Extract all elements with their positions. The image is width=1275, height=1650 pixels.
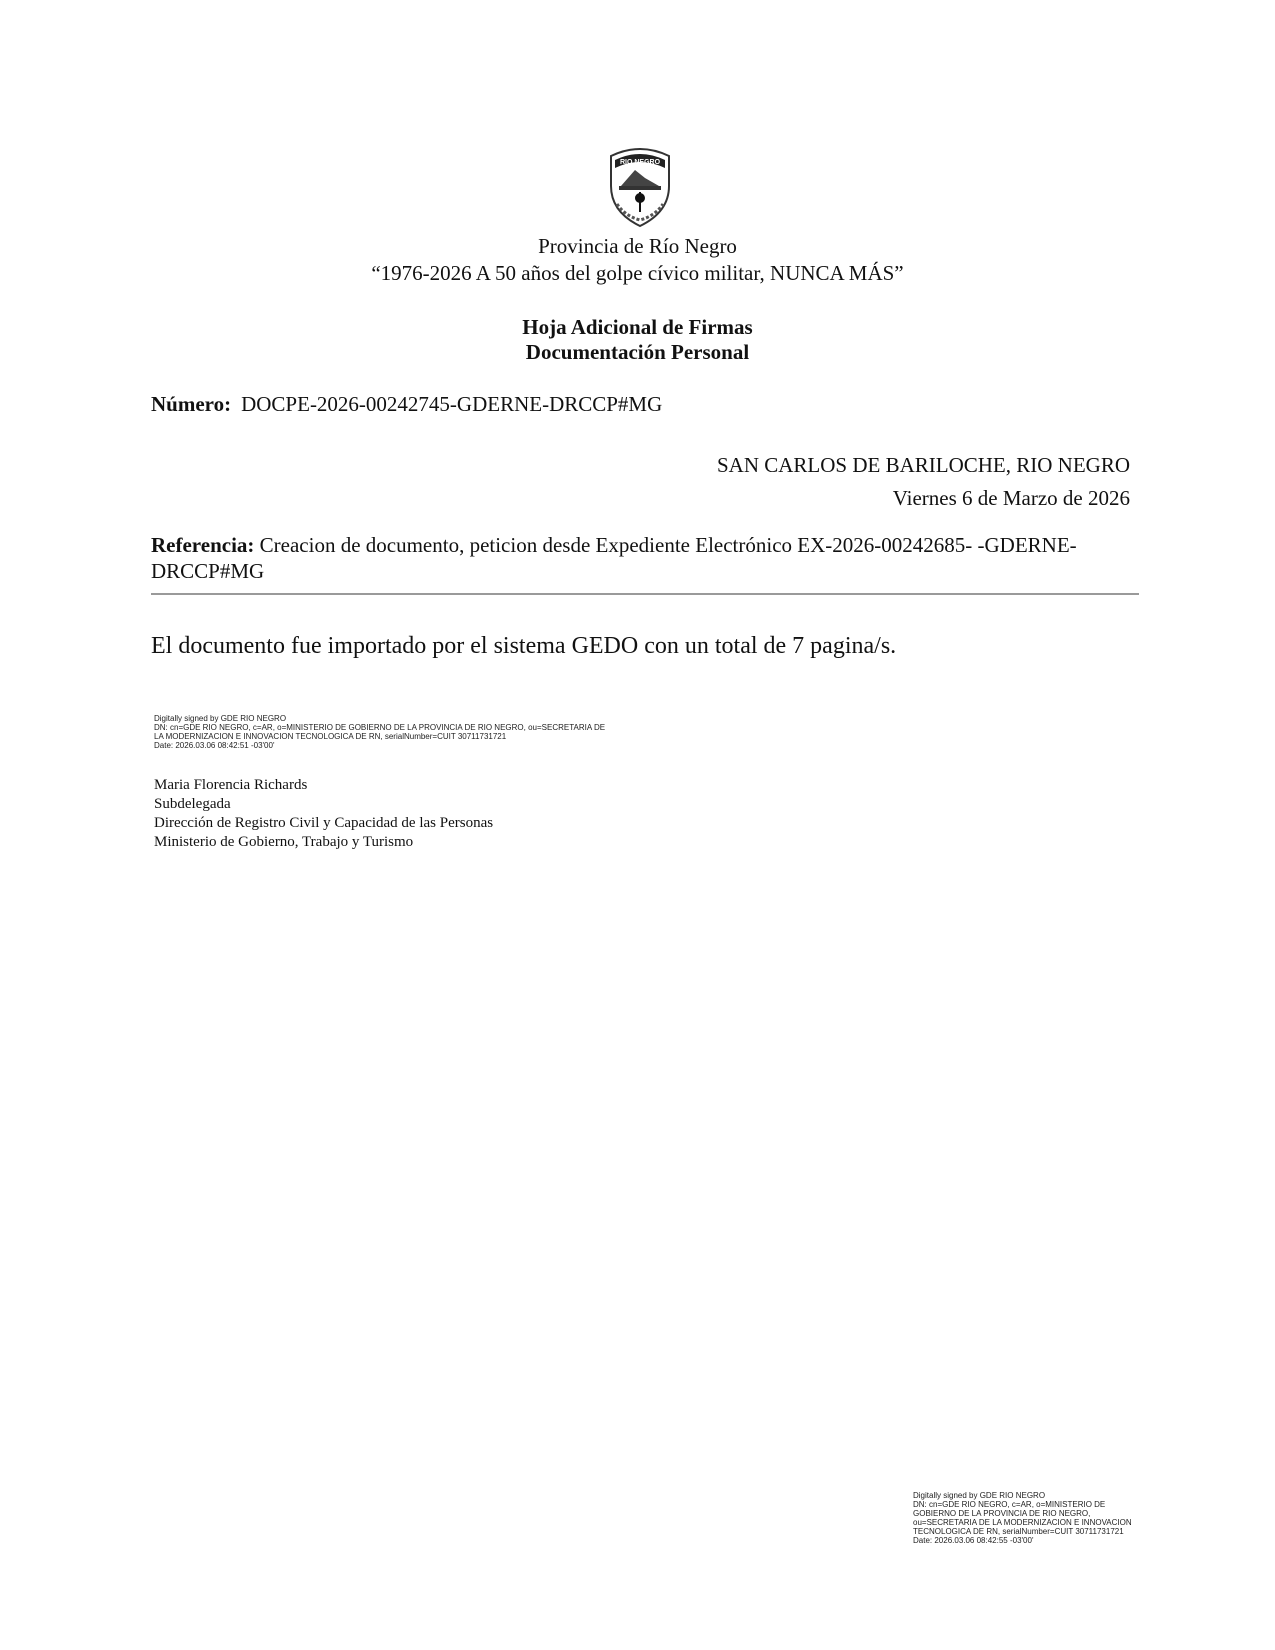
document-number [151, 392, 662, 417]
signature-line: DN: cn=GDE RIO NEGRO, c=AR, o=MINISTERIO DE GOBIERNO DE LA PROVINCIA DE RIO NEGRO, ou=SECRETARIA DE [154, 723, 606, 732]
place: SAN CARLOS DE BARILOCHE, RIO NEGRO [716, 453, 1130, 477]
motto: “1976-2026 A 50 años del golpe cívico militar, NUNCA MÁS” [371, 261, 904, 285]
reference-text: Creacion de documento, peticion desde Expediente Electrónico EX-2026-00242685- -GDERNE-DRCCP#MG [151, 533, 1077, 583]
divider [151, 593, 1139, 595]
rio-negro-coat-of-arms-logo [605, 142, 675, 228]
page-title: Hoja Adicional de Firmas [522, 315, 753, 339]
signer-block [154, 776, 493, 852]
signature-line: Digitally signed by GDE RIO NEGRO [913, 1491, 1046, 1500]
signature-line: GOBIERNO DE LA PROVINCIA DE RIO NEGRO, [913, 1509, 1091, 1518]
signature-line: Date: 2026.03.06 08:42:55 -03'00' [913, 1536, 1034, 1545]
reference [151, 532, 1141, 584]
digital-signature-stamp-footer [913, 1491, 1183, 1545]
signer-role: Subdelegada [154, 796, 231, 812]
province-name: Provincia de Río Negro [538, 234, 737, 258]
signature-line: ou=SECRETARIA DE LA MODERNIZACION E INNOVACION [913, 1518, 1132, 1527]
page-subtitle: Documentación Personal [525, 340, 750, 364]
logo-text: RIO NEGRO [619, 159, 661, 166]
digital-signature-stamp [154, 714, 654, 750]
signature-line: DN: cn=GDE RIO NEGRO, c=AR, o=MINISTERIO DE [913, 1500, 1106, 1509]
signer-name: Maria Florencia Richards [154, 777, 308, 793]
signature-line: TECNOLOGICA DE RN, serialNumber=CUIT 30711731721 [913, 1527, 1124, 1536]
signer-department: Dirección de Registro Civil y Capacidad de las Personas [154, 815, 494, 831]
reference-label: Referencia: [151, 533, 255, 557]
signer-ministry: Ministerio de Gobierno, Trabajo y Turismo [154, 834, 414, 850]
document-number-label: Número: [151, 392, 232, 416]
place-date [717, 449, 1130, 515]
document-number-value: DOCPE-2026-00242745-GDERNE-DRCCP#MG [241, 392, 663, 416]
signature-line: LA MODERNIZACION E INNOVACION TECNOLOGICA DE RN, serialNumber=CUIT 30711731721 [154, 732, 507, 741]
date: Viernes 6 de Marzo de 2026 [892, 486, 1130, 510]
signature-line: Digitally signed by GDE RIO NEGRO [154, 714, 287, 723]
signature-line: Date: 2026.03.06 08:42:51 -03'00' [154, 741, 275, 750]
body-text: El documento fue importado por el sistema GEDO con un total de 7 pagina/s. [151, 633, 897, 659]
